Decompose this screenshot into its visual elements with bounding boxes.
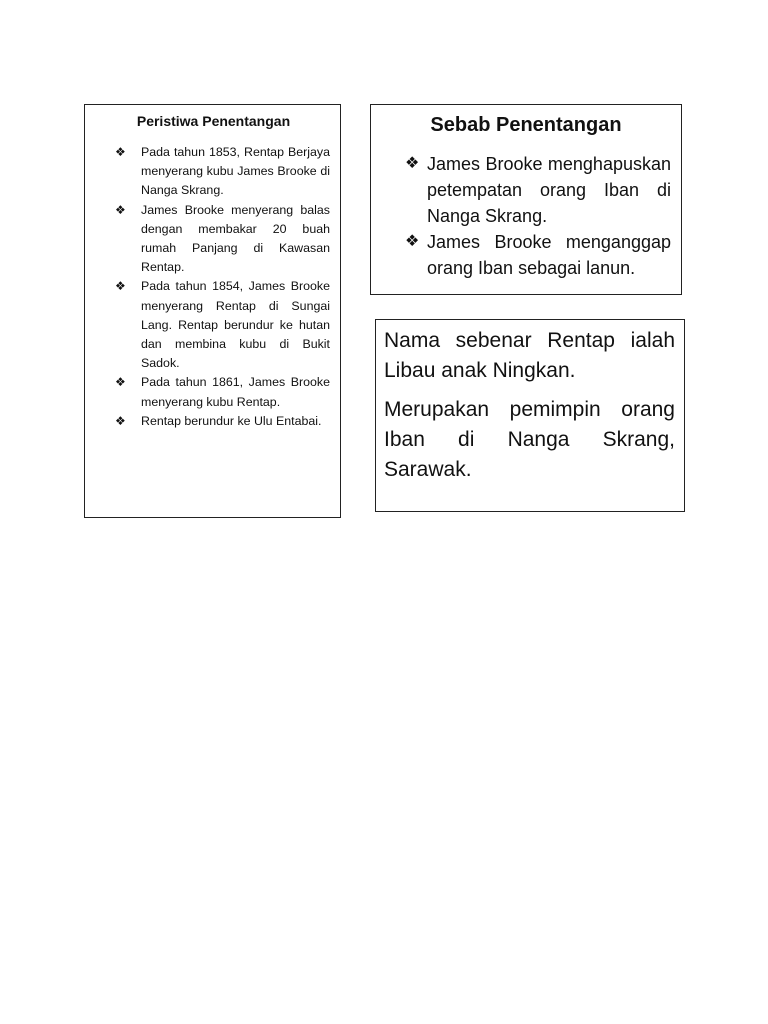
sebab-title: Sebab Penentangan	[430, 114, 622, 136]
list-item	[115, 373, 330, 411]
list-item-text: James Brooke menghapuskan petempatan orang Iban di Nanga Skrang.	[427, 154, 671, 226]
list-item-text: James Brooke menyerang balas dengan membakar 20 buah rumah Panjang di Kawasan Rentap.	[141, 202, 330, 275]
list-item	[115, 277, 330, 373]
pemimpin-paragraph: Merupakan pemimpin orang Iban di Nanga Skrang, Sarawak.	[384, 398, 675, 481]
diamond-bullet-icon: ❖	[405, 155, 420, 172]
list-item-text: Pada tahun 1861, James Brooke menyerang kubu Rentap.	[141, 375, 330, 409]
list-item	[115, 201, 330, 278]
diamond-bullet-icon: ❖	[405, 233, 420, 250]
list-item-text: Pada tahun 1853, Rentap Berjaya menyerang kubu James Brooke di Nanga Skrang.	[141, 145, 330, 198]
sebab-list	[405, 151, 671, 281]
list-item-text: James Brooke menganggap orang Iban sebagai lanun.	[427, 232, 671, 278]
diamond-bullet-icon: ❖	[115, 202, 126, 217]
sebab-penentangan-box	[370, 104, 682, 295]
diamond-bullet-icon: ❖	[115, 145, 126, 159]
diamond-bullet-icon: ❖	[115, 375, 126, 390]
list-item	[405, 151, 671, 229]
list-item	[405, 229, 671, 281]
list-item	[115, 412, 330, 431]
diamond-bullet-icon: ❖	[115, 413, 126, 428]
nama-paragraph: Nama sebenar Rentap ialah Libau anak Ningkan.	[384, 329, 675, 382]
list-item	[115, 143, 330, 201]
peristiwa-title: Peristiwa Penentangan	[136, 113, 291, 129]
diamond-bullet-icon: ❖	[115, 279, 126, 294]
list-item-text: Rentap berundur ke Ulu Entabai.	[141, 413, 322, 428]
nama-sebenar-box	[375, 319, 685, 512]
peristiwa-penentangan-box	[84, 104, 341, 518]
peristiwa-list	[115, 143, 330, 431]
list-item-text: Pada tahun 1854, James Brooke menyerang Rentap di Sungai Lang. Rentap berundur ke hutan dan membina kubu di Bukit Sadok.	[141, 279, 330, 371]
